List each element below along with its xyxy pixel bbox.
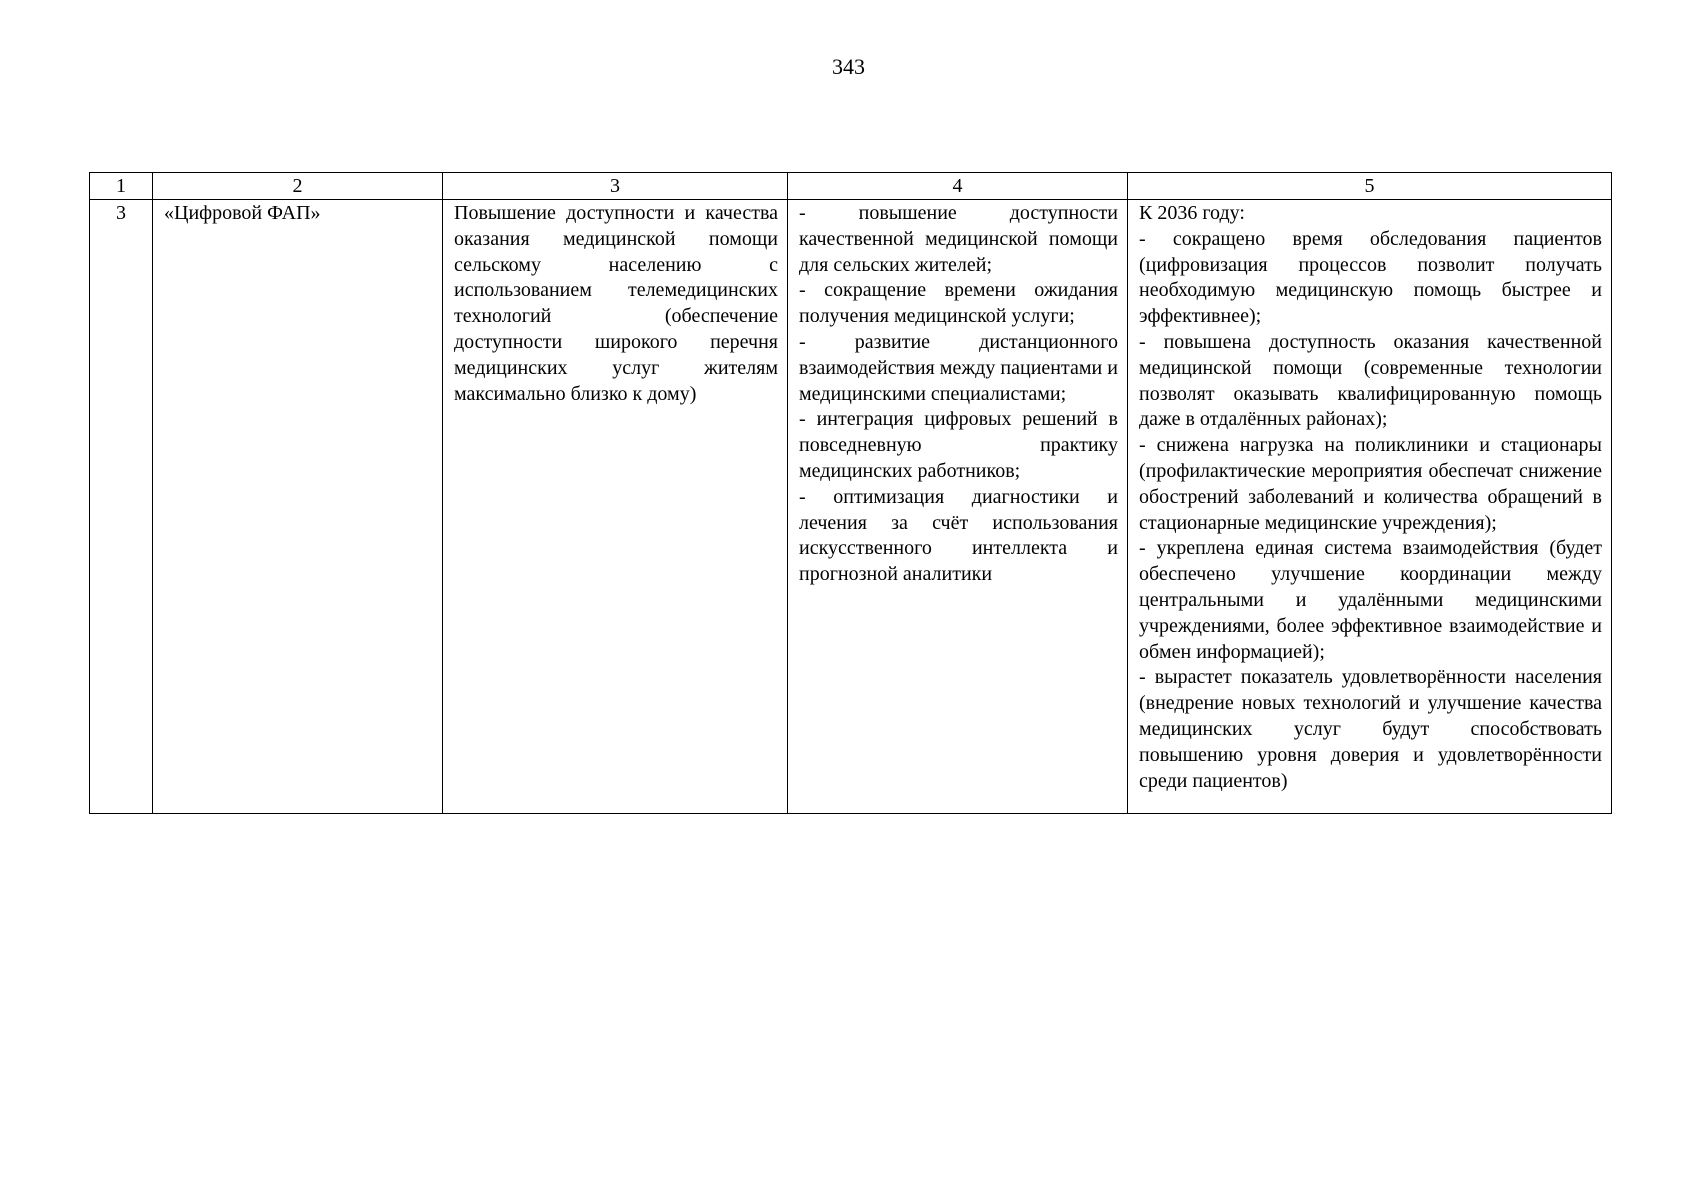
- header-col-1: 1: [90, 173, 153, 200]
- result-item: - повышена доступность оказания качественной медицинской помощи (современные технологии позволят оказывать квалифицированную помощь даже в отдалённых районах);: [1139, 330, 1602, 431]
- program-table: [89, 172, 1612, 814]
- result-item: - сокращено время обследования пациентов (цифровизация процессов позволит получать необходимую медицинскую помощь быстрее и эффективнее);: [1139, 227, 1602, 328]
- header-col-5: 5: [1128, 173, 1612, 200]
- results-intro: К 2036 году:: [1139, 202, 1245, 224]
- table-header-row: [90, 173, 1612, 200]
- header-col-2: 2: [153, 173, 443, 200]
- task-item: - сокращение времени ожидания получения медицинской услуги;: [799, 279, 1118, 328]
- result-item: - укреплена единая система взаимодействия (будет обеспечено улучшение координации между центральными и удалёнными медицинскими учреждениями, более эффективное взаимодействие и обмен информацией);: [1139, 537, 1602, 663]
- header-col-3: 3: [443, 173, 788, 200]
- project-name-cell: «Цифровой ФАП»: [153, 200, 443, 814]
- task-item: - развитие дистанционного взаимодействия между пациентами и медицинскими специалистами;: [799, 330, 1118, 405]
- goal-cell: Повышение доступности и качества оказания медицинской помощи сельскому населению с использованием телемедицинских технологий (обеспечение доступности широкого перечня медицинских услуг жителям максимально близко к дому): [443, 200, 788, 814]
- page-number: 343: [832, 54, 865, 79]
- table-row: [90, 200, 1612, 814]
- task-item: - повышение доступности качественной медицинской помощи для сельских жителей;: [799, 202, 1118, 276]
- results-cell: [1128, 200, 1612, 814]
- row-number-cell: 3: [90, 200, 153, 814]
- tasks-cell: [788, 200, 1128, 814]
- task-item: - оптимизация диагностики и лечения за счёт использования искусственного интеллекта и прогнозной аналитики: [799, 485, 1118, 586]
- result-item: - вырастет показатель удовлетворённости населения (внедрение новых технологий и улучшение качества медицинских услуг будут способствовать повышению уровня доверия и удовлетворённости среди пациентов): [1139, 666, 1602, 792]
- result-item: - снижена нагрузка на поликлиники и стационары (профилактические мероприятия обеспечат снижение обострений заболеваний и количества обращений в стационарные медицинские учреждения);: [1139, 434, 1602, 534]
- header-col-4: 4: [788, 173, 1128, 200]
- task-item: - интеграция цифровых решений в повседневную практику медицинских работников;: [799, 408, 1118, 482]
